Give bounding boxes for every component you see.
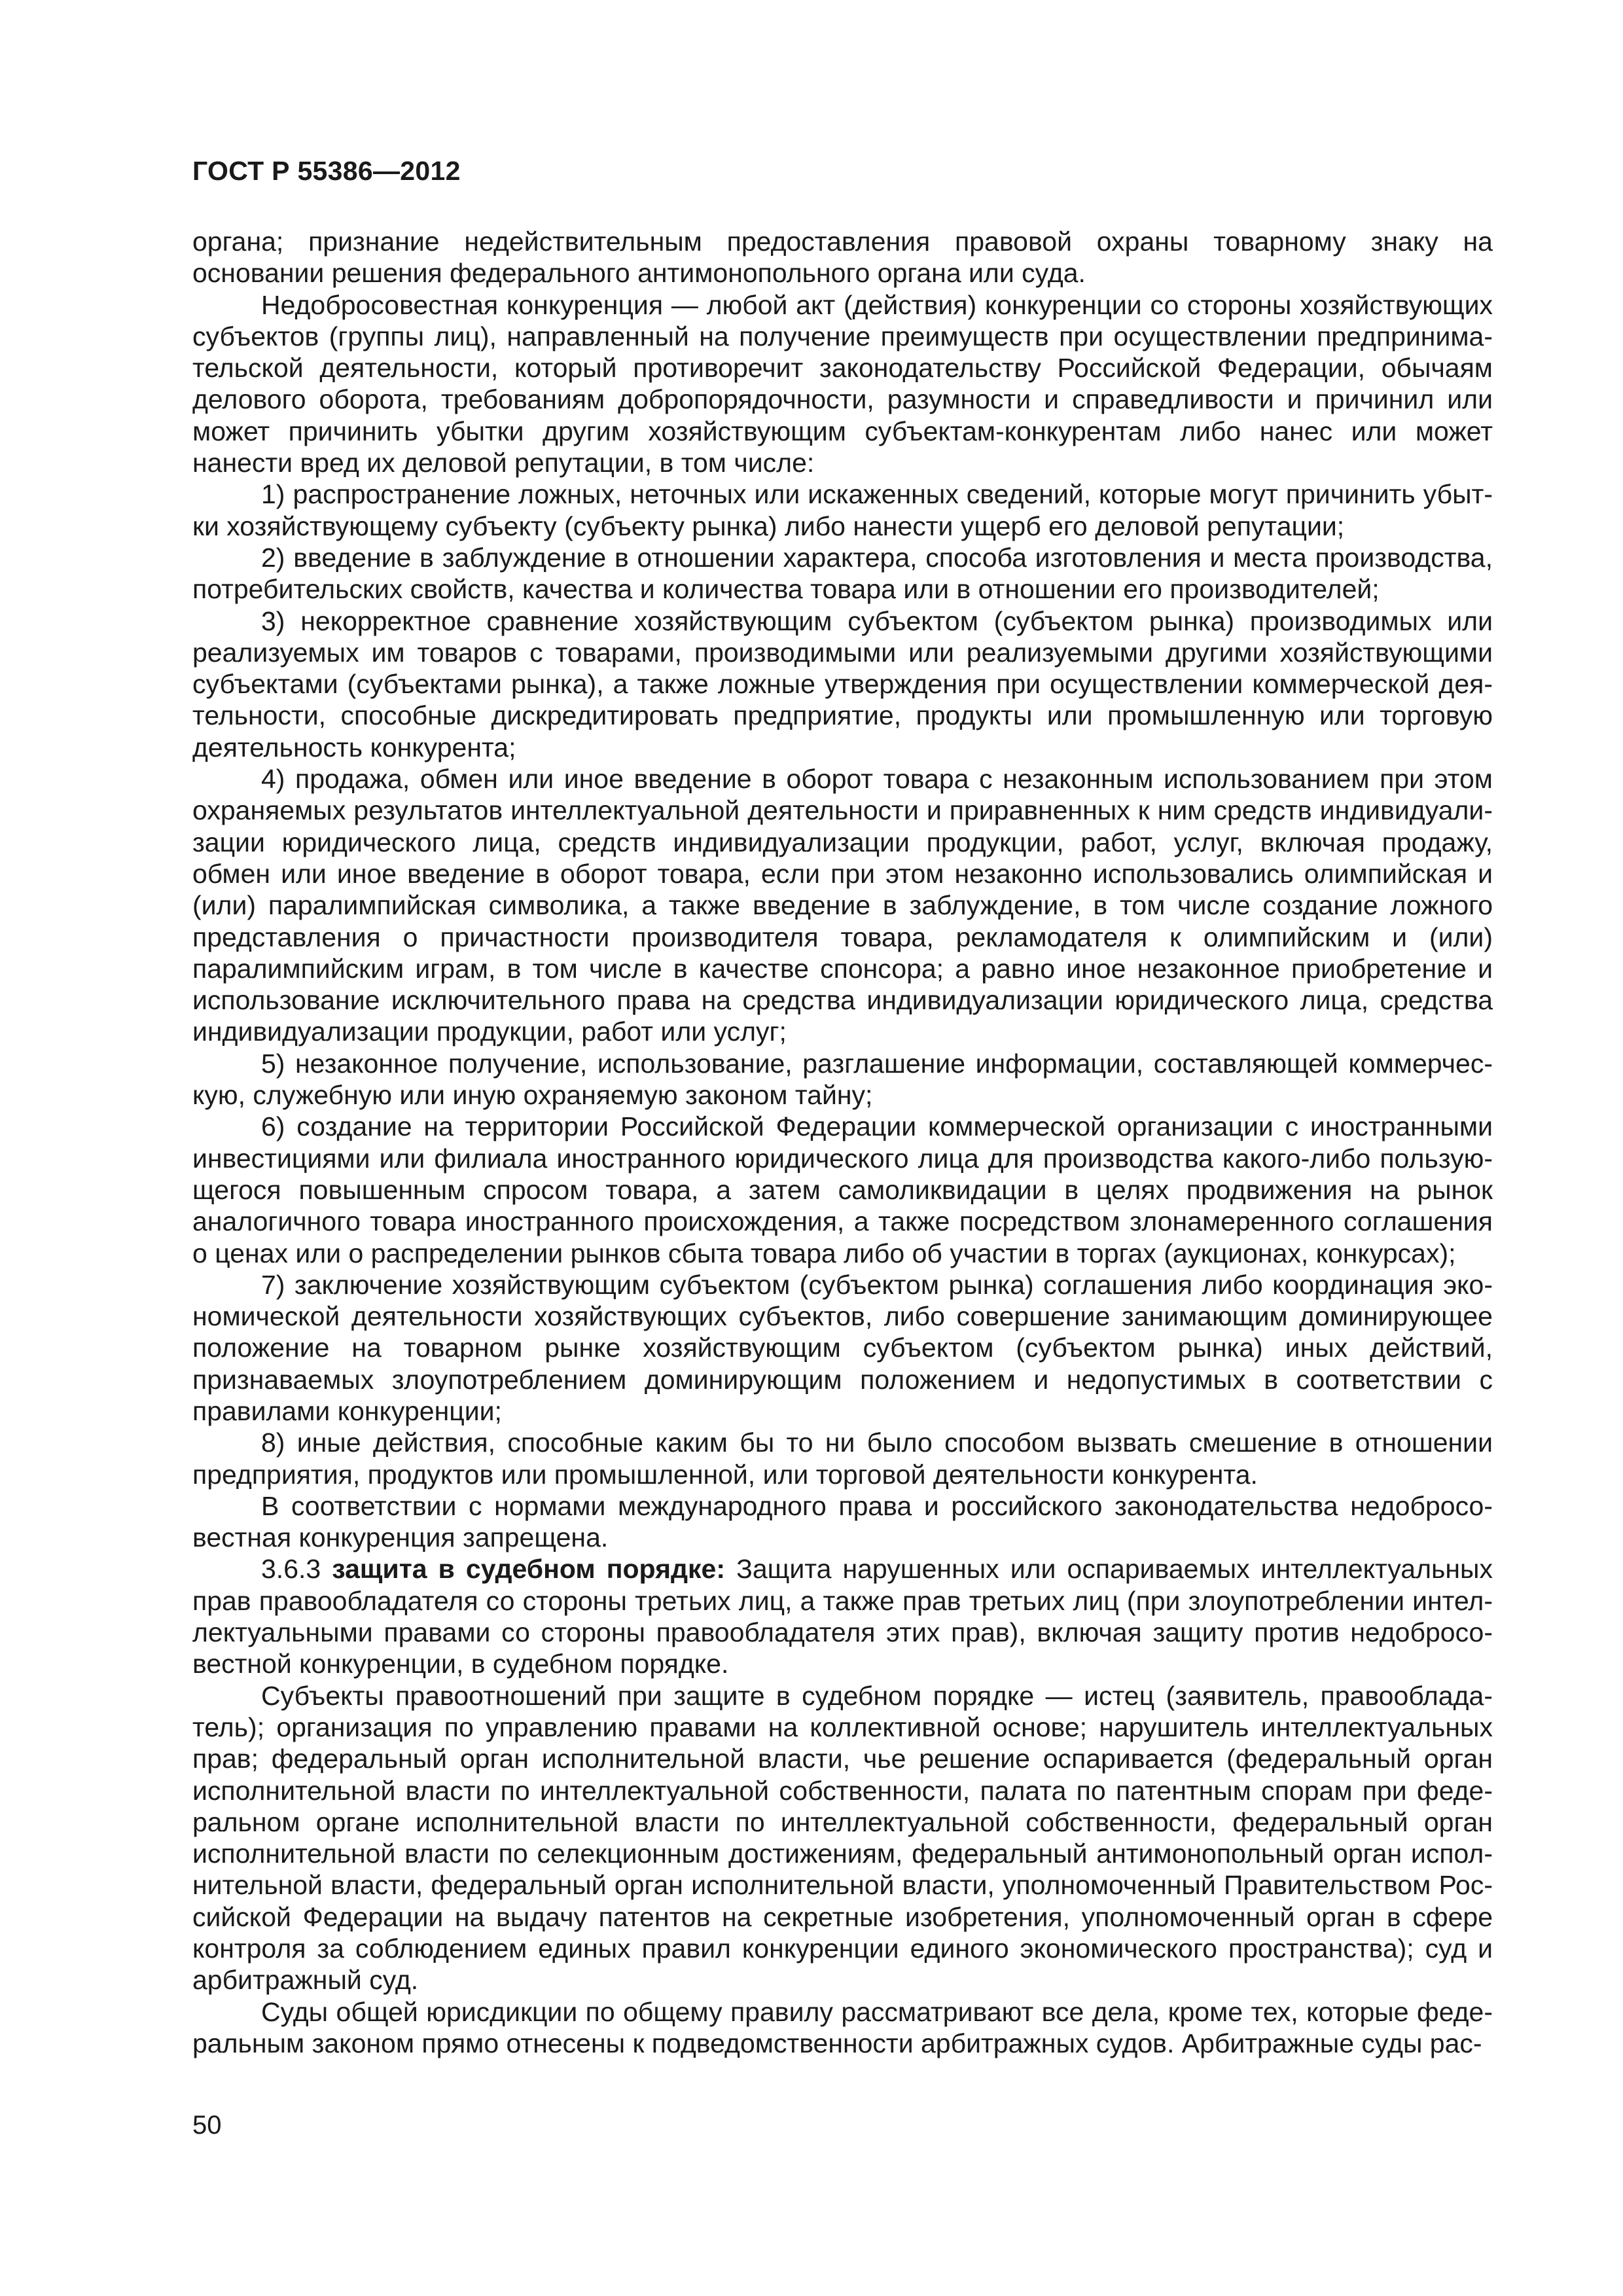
- section-term: защита в судебном порядке:: [332, 1554, 725, 1585]
- list-item-4: 4) продажа, обмен или иное введение в оборот товара с незаконным использованием при этом охраняемых результатов интеллектуальной деятельности и приравненных к ним средств индивидуализации юридического лица, средств индивидуализации продукции, работ, услуг, включая продажу, обмен или иное введение в оборот товара, если при этом незаконно использовались олимпийская и (или) паралимпийская символика, а также введение в заблуждение, в том числе создание ложного представления о причастности производителя товара, рекламодателя к олимпийским и (или) паралимпийским играм, в том числе в качестве спонсора; а равно иное незаконное приобретение и использование исключительного права на средства индивидуализации юридического лица, средства индивидуализации продукции, работ или услуг;: [192, 764, 1493, 1047]
- section-3-6-3: [192, 1553, 1493, 1679]
- section-text: Защита нарушенных или оспариваемых интеллектуальных прав правообладателя со стороны третьих лиц, а также прав третьих лиц (при злоупотреблении интеллектуальными правами со стороны правообладателя этих прав), включая защиту против недобросовестной конкуренции, в судебном порядке.: [192, 1554, 1493, 1679]
- page-number: 50: [192, 2111, 222, 2140]
- list-item-1: 1) распространение ложных, неточных или искаженных сведений, которые могут причинить убытки хозяйствующему субъекту (субъекту рынка) либо нанести ущерб его деловой репутации;: [192, 479, 1493, 541]
- document-body: [192, 226, 1493, 2059]
- list-item-8: 8) иные действия, способные каким бы то ни было способом вызвать смешение в отношении предприятия, продуктов или промышленной, или торговой деятельности конкурента.: [192, 1427, 1493, 1490]
- list-item-5: 5) незаконное получение, использование, разглашение информации, составляющей коммерческую, служебную или иную охраняемую законом тайну;: [192, 1048, 1493, 1111]
- list-item-7: 7) заключение хозяйствующим субъектом (субъектом рынка) соглашения либо координация экономической деятельности хозяйствующих субъектов, либо совершение занимающим доминирующее положение на товарном рынке хозяйствующим субъектом (субъектом рынка) иных действий, признаваемых злоупотреблением доминирующим положением и недопустимых в соответствии с правилами конкуренции;: [192, 1269, 1493, 1426]
- section-number: 3.6.3: [261, 1554, 321, 1585]
- list-item-3: 3) некорректное сравнение хозяйствующим субъектом (субъектом рынка) производимых или реализуемых им товаров с товарами, производимыми или реализуемыми другими хозяйствующими субъектами (субъектами рынка), а также ложные утверждения при осуществлении коммерческой деятельности, способные дискредитировать предприятие, продукты или промышленную или торговую деятельность конкурента;: [192, 605, 1493, 762]
- paragraph-continuation: органа; признание недействительным предоставления правовой охраны товарному знаку на основании решения федерального антимонопольного органа или суда.: [192, 226, 1493, 289]
- document-code-header: ГОСТ Р 55386—2012: [192, 156, 461, 186]
- paragraph-definition-unfair-competition: Недобросовестная конкуренция — любой акт (действия) конкуренции со стороны хозяйствующих субъектов (группы лиц), направленный на получение преимуществ при осуществлении предпринимательской деятельности, который противоречит законодательству Российской Федерации, обычаям делового оборота, требованиям добропорядочности, разумности и справедливости и причинил или может причинить убытки другим хозяйствующим субъектам-конкурентам либо нанес или может нанести вред их деловой репутации, в том числе:: [192, 289, 1493, 478]
- paragraph-courts: Суды общей юрисдикции по общему правилу рассматривают все дела, кроме тех, которые федеральным законом прямо отнесены к подведомственности арбитражных судов. Арбитражные суды рас-: [192, 1996, 1493, 2058]
- paragraph-prohibition: В соответствии с нормами международного права и российского законодательства недобросовестная конкуренция запрещена.: [192, 1490, 1493, 1553]
- list-item-2: 2) введение в заблуждение в отношении характера, способа изготовления и места производства, потребительских свойств, качества и количества товара или в отношении его производителей;: [192, 542, 1493, 605]
- list-item-6: 6) создание на территории Российской Федерации коммерческой организации с иностранными инвестициями или филиала иностранного юридического лица для производства какого-либо пользующегося повышенным спросом товара, а затем самоликвидации в целях продвижения на рынок аналогичного товара иностранного происхождения, а также посредством злонамеренного соглашения о ценах или о распределении рынков сбыта товара либо об участии в торгах (аукционах, конкурсах);: [192, 1111, 1493, 1268]
- paragraph-subjects: Субъекты правоотношений при защите в судебном порядке — истец (заявитель, правообладатель); организация по управлению правами на коллективной основе; нарушитель интеллектуальных прав; федеральный орган исполнительной власти, чье решение оспаривается (федеральный орган исполнительной власти по интеллектуальной собственности, палата по патентным спорам при федеральном органе исполнительной власти по интеллектуальной собственности, федеральный орган исполнительной власти по селекционным достижениям, федеральный антимонопольный орган исполнительной власти, федеральный орган исполнительной власти, уполномоченный Правительством Российской Федерации на выдачу патентов на секретные изобретения, уполномоченный орган в сфере контроля за соблюдением единых правил конкуренции единого экономического пространства); суд и арбитражный суд.: [192, 1680, 1493, 1996]
